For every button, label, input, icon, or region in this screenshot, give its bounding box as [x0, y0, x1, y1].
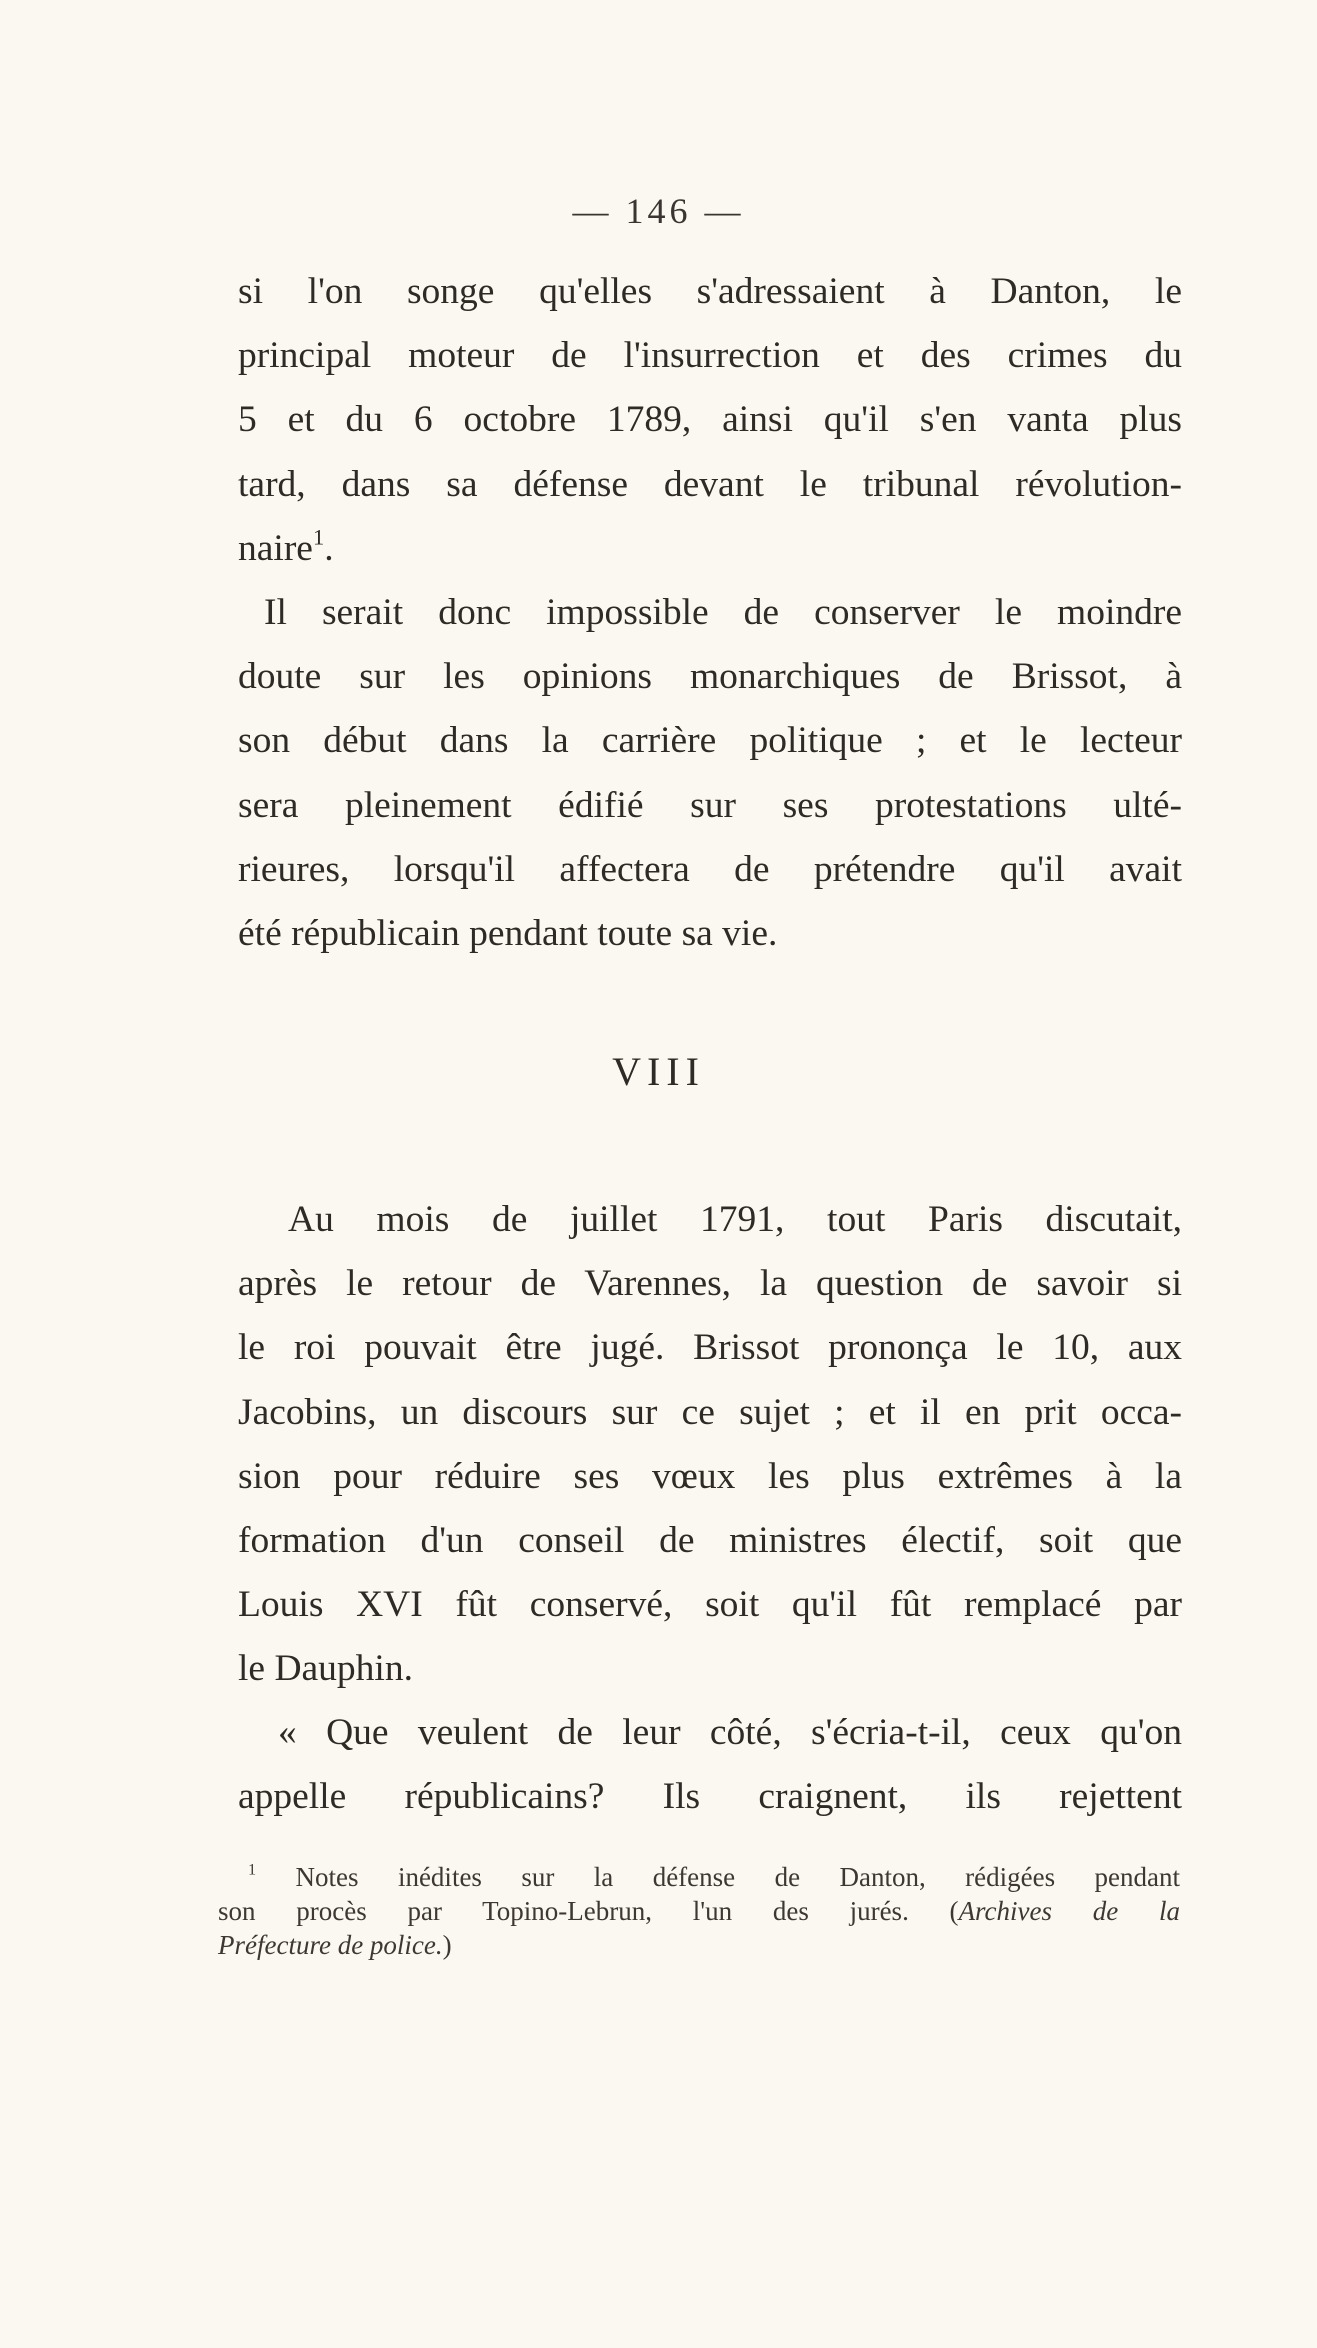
section-heading: VIII [612, 1049, 705, 1094]
text-line: Il serait donc impossible de conserver le moindre [264, 592, 1182, 633]
text-line: si l'on songe qu'elles s'adressaient à Danton, le [238, 271, 1182, 312]
text-line: « Que veulent de leur côté, s'écria-t-il, ceux qu'on [278, 1712, 1182, 1753]
page-number: — 146 — [572, 191, 745, 231]
footnote-line [218, 1928, 1180, 1962]
footnote-text: Notes inédites sur la défense de Danton, rédigées pendant [295, 1862, 1181, 1892]
text-line: après le retour de Varennes, la question de savoir si [238, 1263, 1182, 1305]
text-line: été républicain pendant toute sa vie. [238, 912, 778, 954]
paragraph-brissot-opinions [238, 581, 1182, 966]
text-line: sion pour réduire ses vœux les plus extrêmes à la [238, 1455, 1182, 1497]
footnote-line [218, 1860, 1180, 1894]
text-line: Louis XVI fût conservé, soit qu'il fût remplacé par [238, 1584, 1182, 1626]
text-line: principal moteur de l'insurrection et des crimes du [238, 335, 1182, 377]
text-line: tard, dans sa défense devant le tribunal révolution- [238, 463, 1182, 505]
text-fragment: naire [238, 527, 313, 569]
text-line: rieures, lorsqu'il affectera de prétendre qu'il avait [238, 848, 1182, 890]
footnote-text: son procès par Topino-Lebrun, l'un des jurés. ( [218, 1896, 959, 1926]
text-line: Jacobins, un discours sur ce sujet ; et il en prit occa- [238, 1391, 1182, 1433]
text-line [238, 517, 1182, 581]
footnote-line [218, 1894, 1180, 1928]
text-line: son début dans la carrière politique ; et le lecteur [238, 720, 1182, 762]
text-line: doute sur les opinions monarchiques de Brissot, à [238, 656, 1182, 698]
footnote-source: Préfecture de police. [218, 1930, 443, 1960]
text-fragment: . [324, 527, 334, 569]
footnote-text: ) [442, 1930, 452, 1960]
text-line: sera pleinement édifié sur ses protestations ulté- [238, 784, 1182, 826]
text-line: le roi pouvait être jugé. Brissot prononça le 10, aux [238, 1327, 1182, 1369]
text-line: appelle républicains? Ils craignent, ils rejettent [238, 1776, 1182, 1818]
paragraph-continued [238, 260, 1182, 581]
footnote-reference[interactable]: 1 [312, 524, 325, 549]
footnote-source: Archives de la [958, 1896, 1180, 1926]
paragraph-varennes [238, 1188, 1182, 1702]
text-line: formation d'un conseil de ministres électif, soit que [238, 1519, 1182, 1561]
text-line: 5 et du 6 octobre 1789, ainsi qu'il s'en vanta plus [238, 399, 1182, 441]
text-line: le Dauphin. [238, 1648, 413, 1690]
footnote-marker: 1 [248, 1860, 257, 1879]
paragraph-quotation [238, 1701, 1182, 1829]
text-line: Au mois de juillet 1791, tout Paris discutait, [288, 1199, 1182, 1240]
footnote [218, 1860, 1180, 1962]
